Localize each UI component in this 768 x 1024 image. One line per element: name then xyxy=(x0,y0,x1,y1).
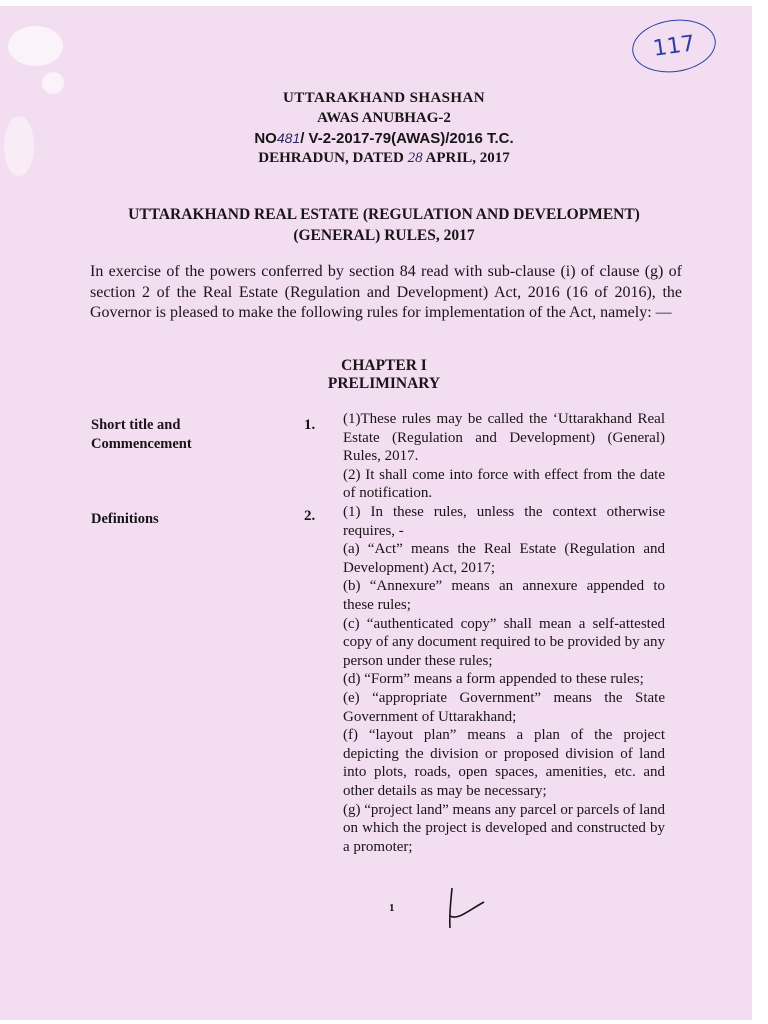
rule-number-1: 1. xyxy=(304,417,316,433)
side-heading-line: Definitions xyxy=(91,511,159,527)
handwritten-date: 28 xyxy=(407,150,423,166)
chapter-name: PRELIMINARY xyxy=(327,375,441,392)
chapter-number: CHAPTER I xyxy=(341,357,427,374)
header-date-prefix: DEHRADUN, DATED xyxy=(258,150,404,166)
page-number: 1 xyxy=(389,902,395,914)
header-number-prefix: NO xyxy=(254,130,277,147)
side-heading-line: Short title and xyxy=(91,417,181,433)
side-heading-definitions xyxy=(91,510,159,529)
rule-text-2: (1) In these rules, unless the context otherwise requires, - (a) “Act” means the Real Estate (Regulation and Development) Act, 2017; (b) “Annexure” means an annexure appended to these rules; (c) “authenticated copy” shall mean a self-attested copy of any document required to be provided by any person under these rules; (d) “Form” means a form appended to these rules; (e) “appropriate Government” means the State Government of Uttarakhand; (f) “layout plan” means a plan of the project depicting the division or proposed division of land into plots, roads, open spaces, amenities, etc. and other details as may be necessary; (g) “project land” means any parcel or parcels of land on which the project is developed and constructed by a promoter; xyxy=(343,504,665,855)
header-line-shashan: UTTARAKHAND SHASHAN xyxy=(283,90,485,106)
rules-title: UTTARAKHAND REAL ESTATE (REGULATION AND DEVELOPMENT) xyxy=(128,206,640,223)
rules-subtitle: (GENERAL) RULES, 2017 xyxy=(293,227,475,244)
header-date-suffix: APRIL, 2017 xyxy=(425,150,510,166)
preamble-paragraph: In exercise of the powers conferred by section 84 read with sub-clause (i) of clause (g) of section 2 of the Real Estate (Regulation and Development) Act, 2016 (16 of 2016), the Governor is pleased to make the following rules for implementation of the Act, namely: — xyxy=(90,263,682,321)
side-heading-short-title xyxy=(91,416,192,454)
header-number-suffix: / V-2-2017-79(AWAS)/2016 T.C. xyxy=(300,130,514,147)
rule-number-2: 2. xyxy=(304,508,316,524)
paper-stain xyxy=(8,26,63,66)
rule-text-1: (1)These rules may be called the ‘Uttarakhand Real Estate (Regulation and Development) (General) Rules, 2017. (2) It shall come into force with effect from the date of notification. xyxy=(343,411,665,502)
handwritten-number: 481 xyxy=(276,130,301,146)
side-heading-line: Commencement xyxy=(91,436,192,452)
file-number-stamp: 117 xyxy=(629,14,719,77)
header-line-date xyxy=(0,150,768,167)
header-line-anubhag: AWAS ANUBHAG-2 xyxy=(317,110,451,126)
initials-signature xyxy=(440,886,490,930)
header-line-number xyxy=(0,130,768,148)
